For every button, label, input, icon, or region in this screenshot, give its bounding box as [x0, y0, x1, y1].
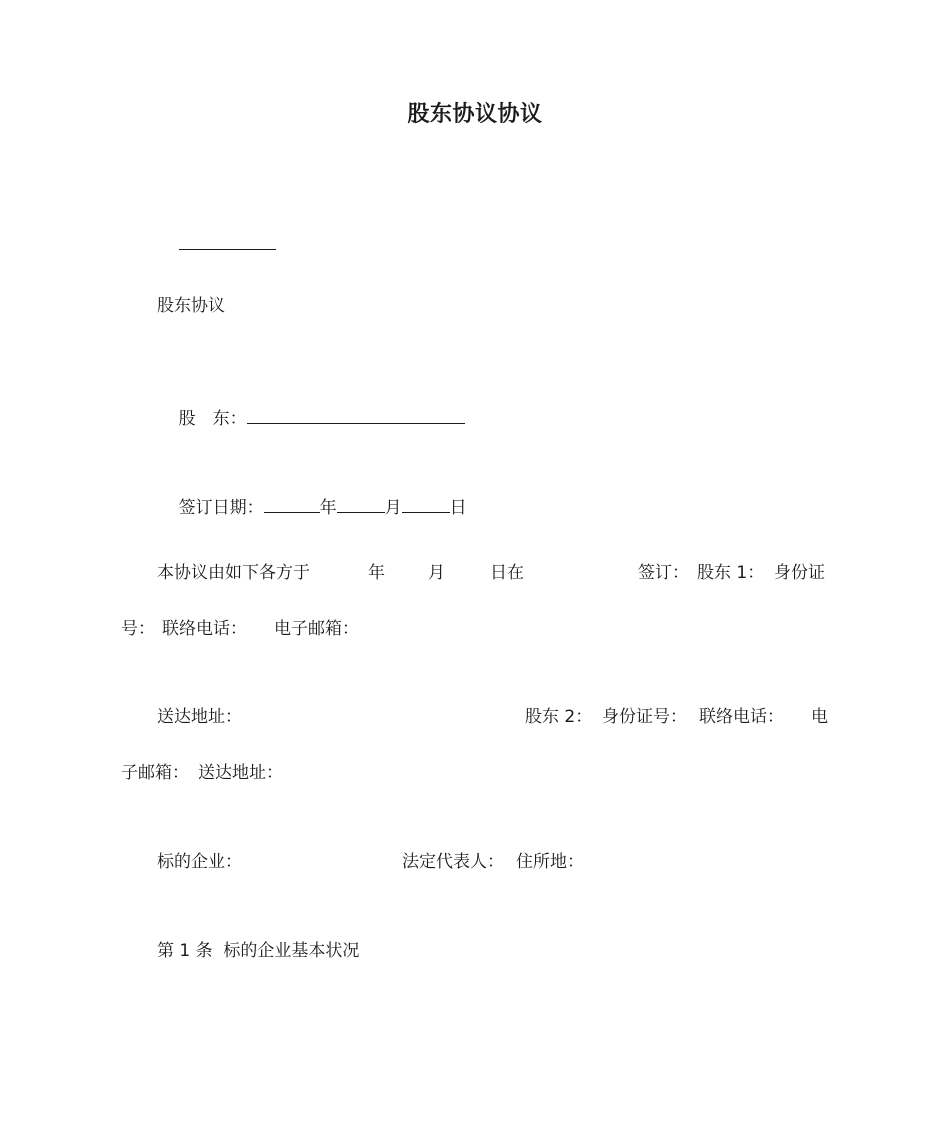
blank-line [247, 406, 465, 424]
shareholder2-label: 股东 2： [525, 707, 593, 727]
article-1-heading: 第 1 条 标的企业基本状况 [157, 941, 360, 961]
shareholder-label: 股 东： [178, 409, 247, 429]
day-label: 日 [449, 498, 467, 518]
address-label: 送达地址： [157, 707, 242, 727]
year-label: 年 [319, 498, 337, 518]
target-company-label: 标的企业： [157, 852, 242, 872]
intro-year: 年 [368, 563, 385, 583]
blank-line [264, 495, 320, 513]
intro-phone: 联络电话： [162, 619, 247, 639]
top-blank [157, 210, 276, 278]
blank-line [402, 495, 450, 513]
legal-rep-label: 法定代表人： [402, 852, 504, 872]
shareholder2-email-first: 电 [811, 707, 828, 727]
intro-id-first: 身份证 [774, 563, 825, 583]
blank-line [337, 495, 385, 513]
domicile-label: 住所地： [516, 852, 584, 872]
subtitle: 股东协议 [157, 296, 225, 316]
intro-month: 月 [428, 563, 445, 583]
shareholder2-phone: 联络电话： [699, 707, 784, 727]
intro-email: 电子邮箱： [274, 619, 359, 639]
month-label: 月 [384, 498, 402, 518]
intro-signed: 签订： [638, 563, 689, 583]
shareholder2-address: 送达地址： [198, 763, 283, 783]
sign-date-row [157, 473, 467, 541]
shareholder2-id: 身份证号： [602, 707, 687, 727]
intro-day-at: 日在 [490, 563, 524, 583]
intro-shareholder1: 股东 1： [697, 563, 765, 583]
blank-line [179, 232, 276, 250]
sign-date-label: 签订日期： [178, 498, 264, 518]
intro-id-second: 号： [121, 619, 155, 639]
shareholder-row [157, 384, 465, 452]
document-title: 股东协议协议 [407, 102, 543, 127]
shareholder2-email-second: 子邮箱： [121, 763, 189, 783]
intro-part1: 本协议由如下各方于 [157, 563, 310, 583]
